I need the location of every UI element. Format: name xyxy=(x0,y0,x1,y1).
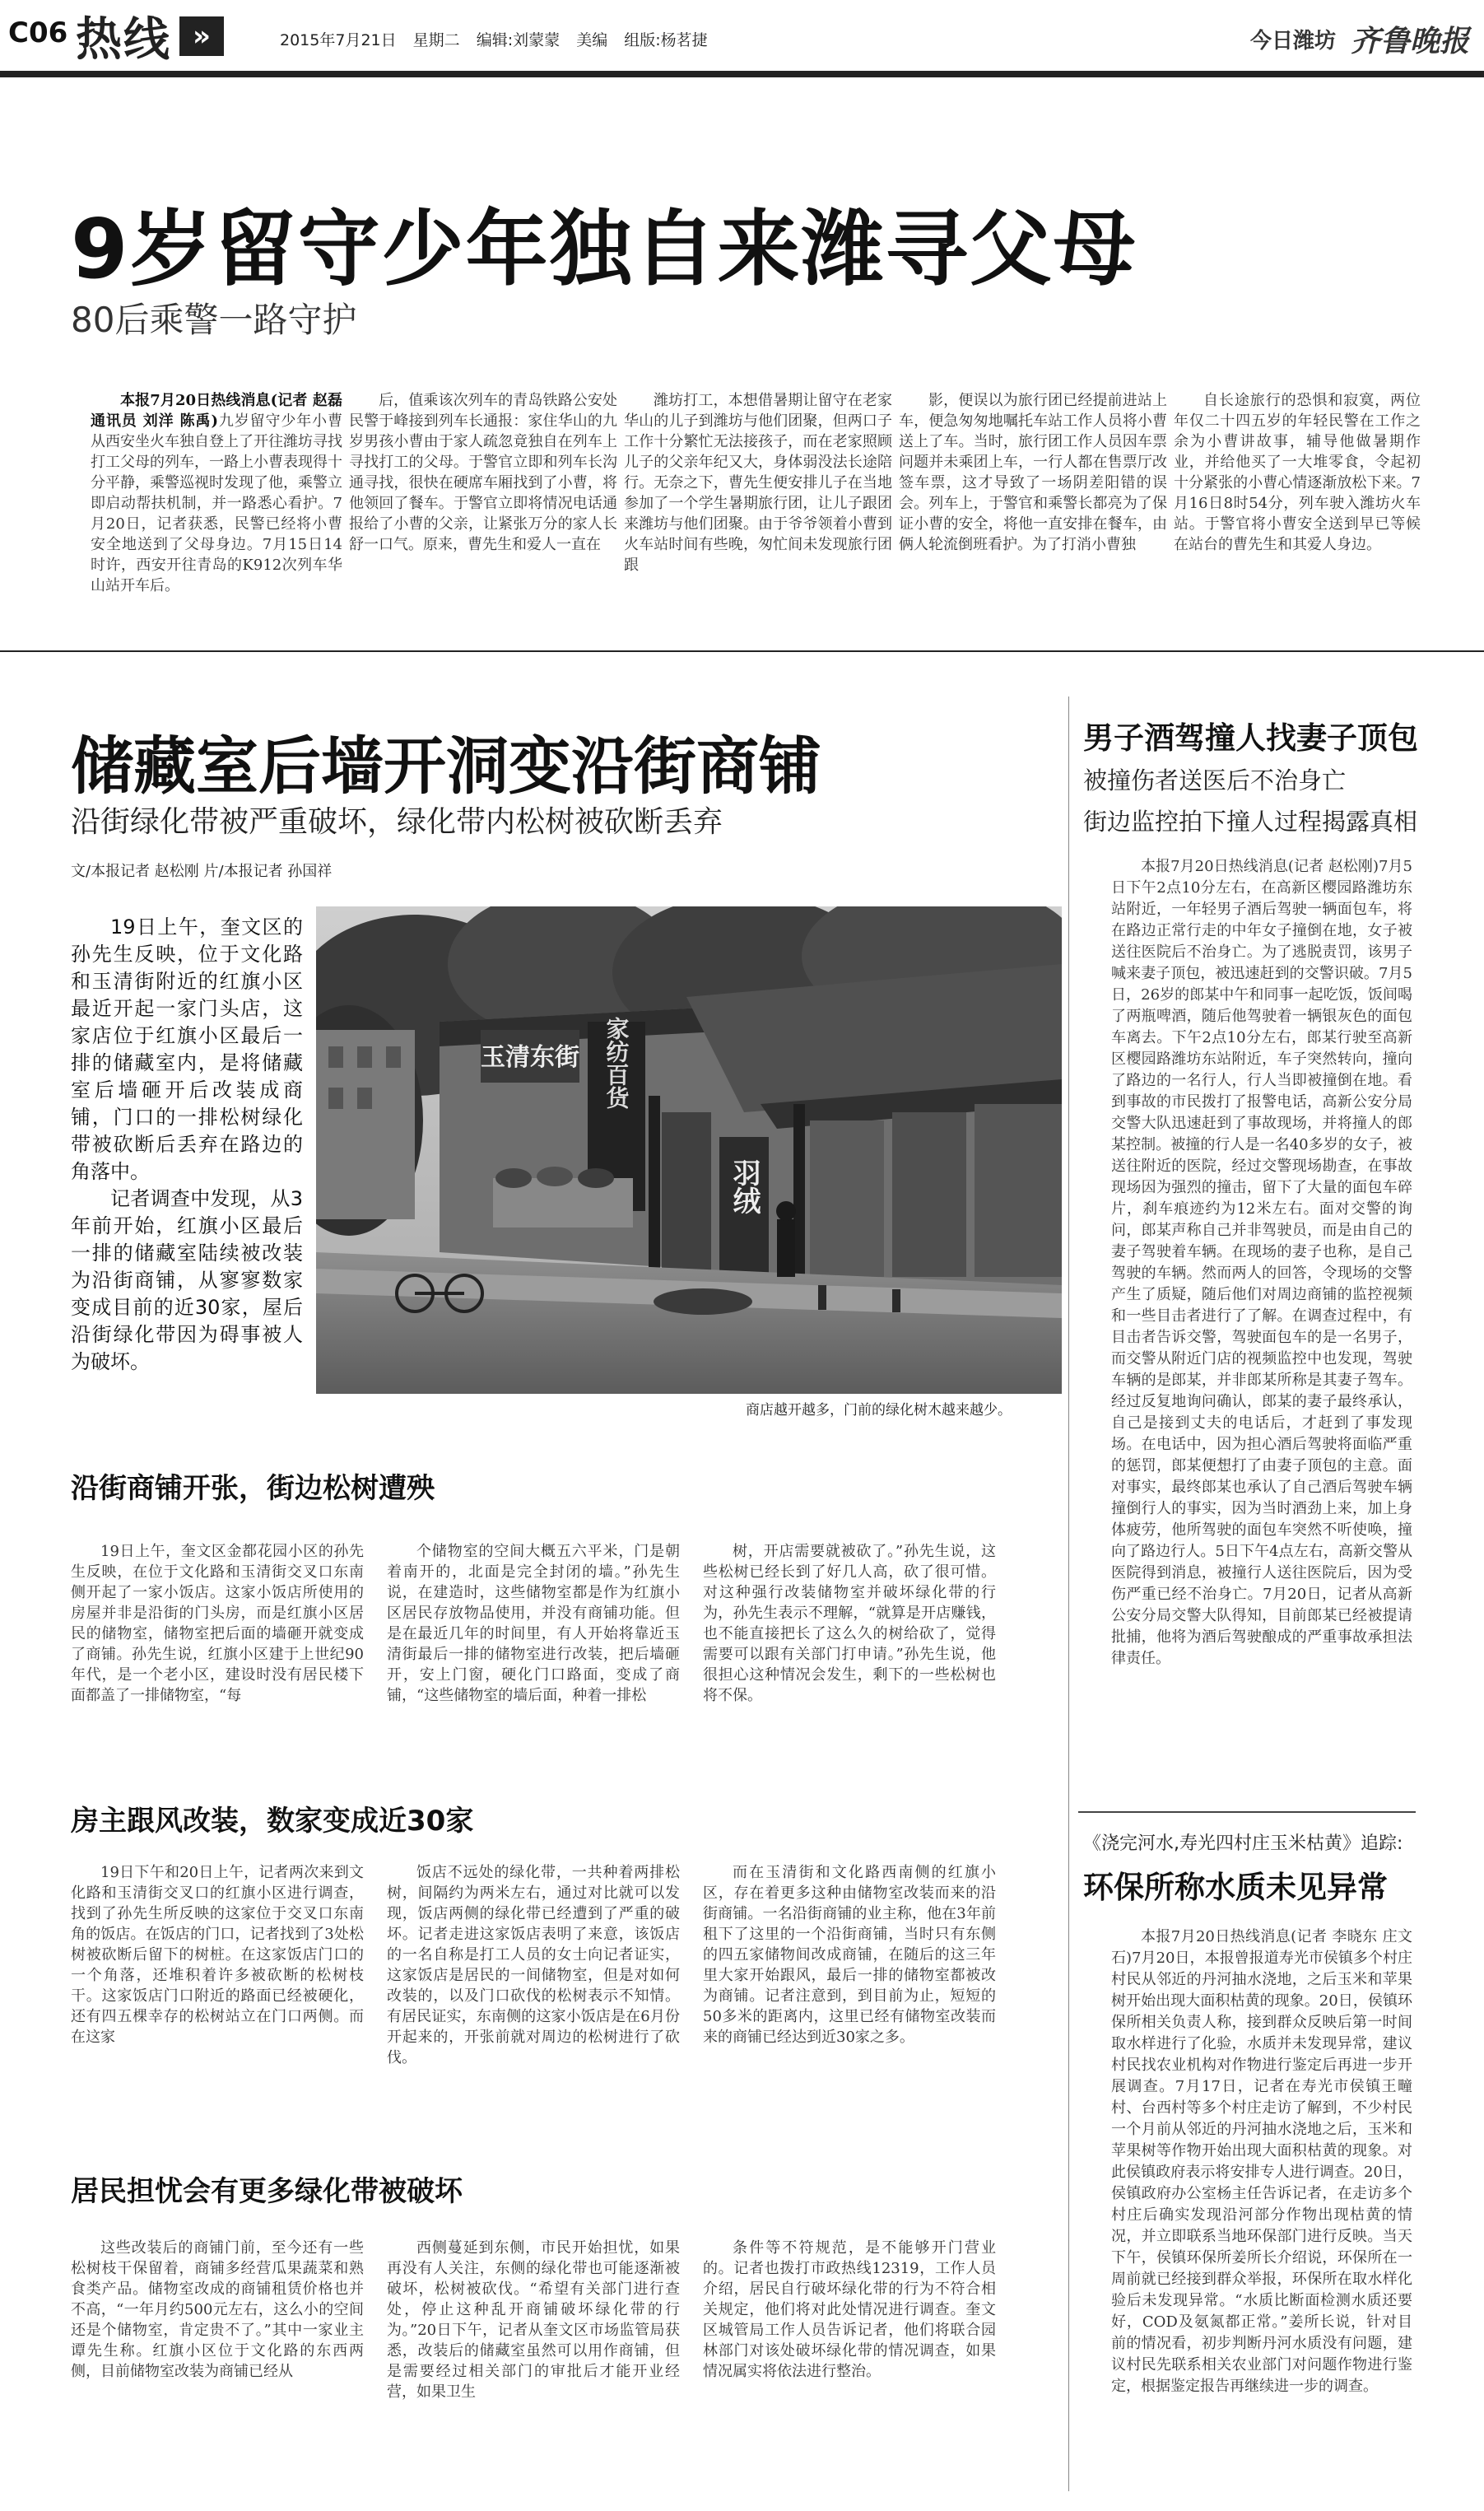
story4-headline: 环保所称水质未见异常 xyxy=(1083,1870,1388,1905)
story2-s1-column-3 xyxy=(703,1541,996,1780)
story2-section-2-heading: 房主跟风改装，数家变成近30家 xyxy=(71,1805,474,1838)
story2-s3-col3-text: 条件等不符规范，是不能够开门营业的。记者也拨打市政热线12319，工作人员介绍，居民自行破坏绿化带的行为不符合相关规定，他们将对此处情况进行调查。奎文区城管局工作人员告诉记者，他们将联合园林部门对该处破坏绿化带的情况调查，如果情况属实将依法进行整治。 xyxy=(703,2239,996,2380)
story2-s3-col1-text: 这些改装后的商铺门前，至今还有一些松树枝干保留着，商铺多经营瓜果蔬菜和熟食类产品。储物室改成的商铺租赁价格也并不高，“一年月约500元左右，这么小的空间还是个储物室，肯定贵不了。”其中一家业主谭先生称。红旗小区位于文化路的东西两侧，目前储物室改装为商铺已经从 xyxy=(71,2239,364,2380)
page-number: C06 xyxy=(8,16,68,49)
story1-column-3 xyxy=(624,390,892,621)
photo-sign-1: 玉清东街 xyxy=(481,1043,579,1072)
story2-section-1-heading: 沿街商铺开张，街边松树遭殃 xyxy=(71,1472,435,1505)
story2-s3-col2-text: 西侧蔓延到东侧，市民开始担忧，如果再没有人关注，东侧的绿化带也可能逐渐被破坏，松树被砍伐。“希望有关部门进行查处，停止这种乱开商铺破坏绿化带的行为。”20日下午，记者从奎文区市场监管局获悉，改装后的储藏室虽然可以用作商铺，但是需要经过相关部门的审批后才能开业经营，如果卫生 xyxy=(387,2239,680,2401)
story2-intro xyxy=(71,914,303,1408)
section-name: 热线 xyxy=(76,13,171,67)
story2-s1-column-2 xyxy=(387,1541,680,1780)
story1-headline: 9岁留守少年独自来潍寻父母 xyxy=(71,201,1137,297)
story2-s1-col3-text: 树，开店需要就被砍了。”孙先生说，这些松树已经长到了好几人高，砍了很可惜。对这种强行改装储物室并破坏绿化带的行为，孙先生表示不理解，“就算是开店赚钱，也不能直接把长了这么久的树给砍了，觉得需要可以跟有关部门打申请。”孙先生说，他很担心这种情况会发生，剩下的一些松树也将不保。 xyxy=(703,1543,996,1704)
story3-body xyxy=(1111,856,1412,1795)
story3-subhead-1: 被撞伤者送医后不治身亡 xyxy=(1083,766,1347,794)
story3-body-text: 本报7月20日热线消息(记者 赵松刚)7月5日下午2点10分左右，在高新区樱园路潍坊东站附近，一年轻男子酒后驾驶一辆面包车，将在路边正常行走的中年女子撞倒在地，女子被送往医院后不治身亡。为了逃脱责罚，该男子喊来妻子顶包，被迅速赶到的交警识破。7月5日，26岁的郎某中午和同事一起吃饭，饭间喝了两瓶啤酒，随后他驾驶着一辆银灰色的面包车离去。下午2点10分左右，郎某行驶至高新区樱园路潍坊东站附近，车子突然转向，撞向了路边的一名行人，行人当即被撞倒在地。看到事故的市民拨打了报警电话，高新公安分局交警大队迅速赶到了事故现场，并将撞人的郎某控制。被撞的行人是一名40多岁的女子，被送往附近的医院，经过交警现场勘查，在事故现场因为强烈的撞击，留下了大量的面包车碎片，刹车痕迹约为12米左右。面对交警的询问，郎某声称自己并非驾驶员，而是由自己的妻子驾驶着车辆。在现场的妻子也称，是自己驾驶的车辆。然而两人的回答，令现场的交警产生了质疑，随后他们对周边商铺的监控视频和一些目击者进行了了解。在调查过程中，有目击者告诉交警，驾驶面包车的是一名男子，而交警从附近门店的视频监控中也发现，驾驶车辆的是郎某，并非郎某所称是其妻子驾车。经过反复地询问确认，郎某的妻子最终承认，自己是接到丈夫的电话后，才赶到了事发现场。在电话中，因为担心酒后驾驶将面临严重的惩罚，郎某便想打了由妻子顶包的主意。面对事实，最终郎某也承认了自己酒后驾驶车辆撞倒行人的事实，因为当时酒劲上来，加上身体疲劳，他所驾驶的面包车突然不听使唤，撞向了路边行人。5日下午4点左右，高新交警从医院得到消息，被撞行人送往医院后，因为受伤严重已经不治身亡。7月20日，记者从高新公安分局交警大队得知，目前郎某已经被提请批捕，他将为酒后驾驶酿成的严重事故承担法律责任。 xyxy=(1111,858,1412,1667)
newspaper-logo: 齐鲁晚报 xyxy=(1350,24,1469,58)
photo-caption: 商店越开越多，门前的绿化树木越来越少。 xyxy=(746,1402,1012,1419)
story2-byline: 文/本报记者 赵松刚 片/本报记者 孙国祥 xyxy=(71,863,333,880)
storefront-photo-illustration xyxy=(316,906,1062,1394)
story1-column-4 xyxy=(899,390,1167,621)
art-credit: 美编 xyxy=(576,31,608,49)
photo-sign-3: 羽绒 xyxy=(728,1158,761,1214)
story1-subhead: 80后乘警一路守护 xyxy=(71,300,357,340)
story1-col3-text: 潍坊打工，本想借暑期让留守在老家华山的儿子到潍坊与他们团聚，但两口子工作十分繁忙无法接孩子，而在老家照顾儿子的父亲年纪又大，身体弱没法长途陪行。无奈之下，曹先生便安排儿子在当地参加了一个学生暑期旅行团，让儿子跟团来潍坊与他们团聚。由于爷爷领着小曹到火车站时间有些晚，匆忙间未发现旅行团跟 xyxy=(624,392,892,574)
story2-s2-col1-text: 19日下午和20日上午，记者两次来到文化路和玉清街交叉口的红旗小区进行调查，找到了孙先生所反映的这家位于交叉口东南角的饭店。在饭店的门口，记者找到了3处松树被砍断后留下的树桩。在这家饭店门口的一个角落，还堆积着许多被砍断的松树枝干。这家饭店门口附近的路面已经被硬化，还有四五棵幸存的松树站立在门口两侧。而在这家 xyxy=(71,1864,364,2046)
story2-subhead: 沿街绿化带被严重破坏，绿化带内松树被砍断丢弃 xyxy=(71,805,723,839)
story1-col4-text: 影，便误以为旅行团已经提前进站上车，便急匆匆地嘱托车站工作人员将小曹送上了车。当时，旅行团工作人员因车票问题并未乘团上车，一行人都在售票厅改签车票，这才导致了一场阴差阳错的误会。列车上，于警官和乘警长都亮为了保证小曹的安全，将他一直安排在餐车，由俩人轮流倒班看护。为了打消小曹独 xyxy=(899,392,1167,553)
story4-body xyxy=(1111,1926,1412,2470)
story2-section-3-heading: 居民担忧会有更多绿化带被破坏 xyxy=(71,2175,463,2208)
story2-s1-column-1 xyxy=(71,1541,364,1780)
layout-credit: 组版:杨茗捷 xyxy=(624,31,708,49)
story2-s1-col1-text: 19日上午，奎文区金都花园小区的孙先生反映，在位于文化路和玉清街交叉口东南侧开起了一家小饭店。这家小饭店所使用的房屋并非是沿街的门头房，而是红旗小区居民的储物室，储物室把后面的墙砸开就变成了商铺。孙先生说，红旗小区建于上世纪90年代，是一个老小区，建设时没有居民楼下面都盖了一排储物室，“每 xyxy=(71,1543,364,1704)
story2-s2-column-1 xyxy=(71,1862,364,2134)
story2-s2-column-3 xyxy=(703,1862,996,2134)
story4-body-text: 本报7月20日热线消息(记者 李晓东 庄文石)7月20日，本报曾报道寿光市侯镇多个村庄村民从邻近的丹河抽水浇地，之后玉米和苹果树开始出现大面积枯黄的现象。20日，侯镇环保所相关负责人称，接到群众反映后第一时间取水样进行了化验，水质并未发现异常，建议村民找农业机构对作物进行鉴定后再进一步开展调查。7月17日，记者在寿光市侯镇王疃村、台西村等多个村庄走访了解到，不少村民一个月前从邻近的丹河抽水浇地之后，玉米和苹果树等作物开始出现大面积枯黄的现象。对此侯镇政府表示将安排专人进行调查。20日，侯镇政府办公室杨主任告诉记者，在走访多个村庄后确实发现沿河部分作物出现枯黄的情况，并立即联系当地环保部门进行反映。当天下午，侯镇环保所姜所长介绍说，环保所在一周前就已经接到群众举报，环保所在取水样化验后未发现异常。“水质比断面检测水质还要好，COD及氨氮都正常。”姜所长说，针对目前的情况看，初步判断丹河水质没有问题，建议村民先联系相关农业部门对问题作物进行鉴定，根据鉴定报告再继续进一步的调查。 xyxy=(1111,1928,1412,2395)
story2-s1-col2-text: 个储物室的空间大概五六平米，门是朝着南开的，北面是完全封闭的墙。”孙先生说，在建造时，这些储物室都是作为红旗小区居民存放物品使用，并没有商铺功能。但是在最近几年的时间里，有人开始将靠近玉清街最后一排的储物室进行改装，把后墙砸开，安上门窗，硬化门口路面，变成了商铺，“这些储物室的墙后面，种着一排松 xyxy=(387,1543,680,1704)
story1-col2-text: 后，值乘该次列车的青岛铁路公安处民警于峰接到列车长通报：家住华山的九岁男孩小曹由于家人疏忽竟独自在列车上寻找打工的父母。于警官立即和列车长沟通寻找，很快在硬席车厢找到了小曹，将他领回了餐车。于警官立即将情况电话通报给了小曹的父亲，让紧张万分的家人长舒一口气。原来，曹先生和爱人一直在 xyxy=(349,392,617,553)
story3-headline: 男子酒驾撞人找妻子顶包 xyxy=(1083,720,1418,756)
story2-s3-column-1 xyxy=(71,2238,364,2476)
story2-s2-col2-text: 饭店不远处的绿化带，一共种着两排松树，间隔约为两米左右，通过对比就可以发现，饭店两侧的绿化带已经遭到了严重的破坏。记者走进这家饭店表明了来意，该饭店的一名自称是打工人员的女士向记者证实，这家饭店是居民的一间储物室，但是对如何改装的，以及门口砍伐的松树表示不知情。有居民证实，东南侧的这家小饭店是在6月份开起来的，开张前就对周边的松树进行了砍伐。 xyxy=(387,1864,680,2066)
story2-s3-column-3 xyxy=(703,2238,996,2476)
masthead-rule xyxy=(0,71,1484,77)
storefront-photo xyxy=(316,906,1062,1394)
story1-column-5 xyxy=(1174,390,1421,621)
issue-date: 2015年7月21日 xyxy=(280,31,397,49)
issue-info xyxy=(280,28,719,50)
story1-col5-text: 自长途旅行的恐惧和寂寞，两位年仅二十四五岁的年轻民警在工作之余为小曹讲故事，辅导他做暑期作业，并给他买了一大堆零食，令起初十分紧张的小曹心情逐渐放松下来。7月16日8时54分，列车驶入潍坊火车站。于警官将小曹安全送到早已等候在站台的曹先生和其爱人身边。 xyxy=(1174,392,1421,553)
sidebar-rule xyxy=(1078,1811,1416,1813)
story3-subhead-2: 街边监控拍下撞人过程揭露真相 xyxy=(1083,808,1418,836)
issue-weekday: 星期二 xyxy=(412,31,460,49)
sidebar-divider xyxy=(1068,696,1069,2491)
column-tag: 今日潍坊 xyxy=(1249,29,1336,54)
story1-column-1 xyxy=(91,390,342,621)
story1-column-2 xyxy=(349,390,617,621)
section-label xyxy=(76,7,224,66)
masthead-right xyxy=(1250,18,1469,60)
editor-credit: 编辑:刘蒙蒙 xyxy=(476,31,561,49)
story2-headline: 储藏室后墙开洞变沿街商铺 xyxy=(71,729,821,803)
masthead xyxy=(0,0,1484,76)
story2-s3-column-2 xyxy=(387,2238,680,2476)
story1-col1-text: 九岁留守少年小曹从西安坐火车独自登上了开往潍坊寻找打工父母的列车，一路上小曹表现得十分平静，乘警巡视时发现了他，乘警立即启动帮扶机制，并一路悉心看护。7月20日，记者获悉，民警已经将小曹安全地送到了父母身边。7月15日14时许，西安开往青岛的K912次列车华山站开车后。 xyxy=(91,412,342,594)
story2-s2-column-2 xyxy=(387,1862,680,2134)
photo-sign-2: 家纺百货 xyxy=(602,1017,630,1109)
story2-intro-p2: 记者调查中发现，从3年前开始，红旗小区最后一排的储藏室陆续被改装为沿街商铺，从寥寥数家变成目前的近30家，屋后沿街绿化带因为碍事被人为破坏。 xyxy=(71,1187,303,1373)
story2-s2-col3-text: 而在玉清街和文化路西南侧的红旗小区，存在着更多这种由储物室改装而来的沿街商铺。一名沿街商铺的业主称，他在3年前租下了这里的一个沿街商铺，当时只有东侧的四五家储物间改成商铺，在随后的这三年里大家开始跟风，最后一排的储物室都被改为商铺。记者注意到，到目前为止，短短的50多米的距离内，这里已经有储物室改装而来的商铺已经达到近30家之多。 xyxy=(703,1864,996,2046)
divider-rule xyxy=(0,650,1484,652)
double-chevron-icon: » xyxy=(179,16,224,56)
story2-intro-p1: 19日上午，奎文区的孙先生反映，位于文化路和玉清街附近的红旗小区最近开起一家门头店，这家店位于红旗小区最后一排的储藏室内，是将储藏室后墙砸开后改装成商铺，门口的一排松树绿化带被砍断后丢弃在路边的角落中。 xyxy=(71,915,303,1183)
story4-lead: 《浇完河水,寿光四村庄玉米枯黄》追踪: xyxy=(1083,1833,1403,1854)
story1-dateline: 本报7月20日热线消息(记者 赵磊 通讯员 刘洋 陈禹) xyxy=(91,392,342,430)
